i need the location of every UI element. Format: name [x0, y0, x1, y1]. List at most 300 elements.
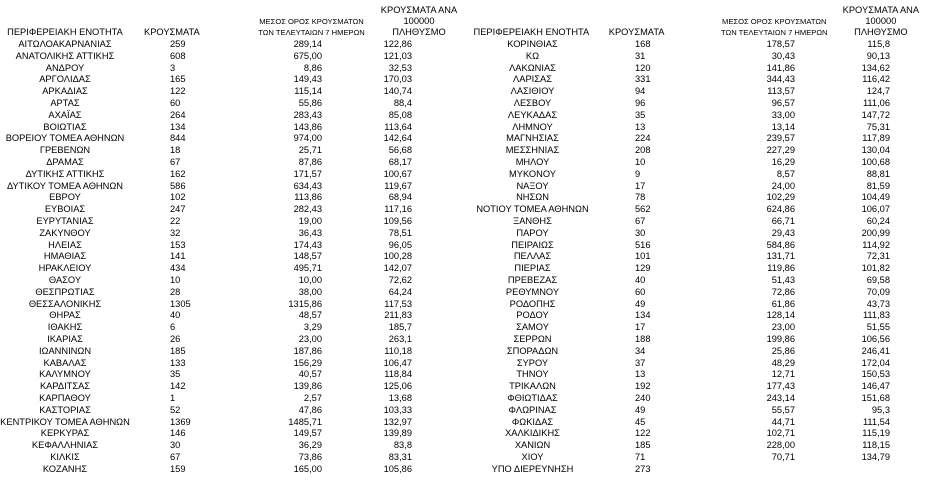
header-cases: ΚΡΟΥΣΜΑΤΑ — [608, 27, 665, 37]
cell-avg: 113,57 — [767, 86, 795, 97]
cell-cases: 224 — [635, 133, 651, 144]
right-table — [470, 0, 930, 499]
cell-cases: 146 — [170, 428, 186, 439]
cell-per100k: 122,86 — [383, 39, 412, 49]
cell-region: ΠΕΛΛΑΣ — [513, 251, 552, 262]
table-row — [470, 63, 902, 75]
cell-cases: 331 — [635, 74, 651, 85]
cell-avg: 624,86 — [766, 204, 795, 215]
table-row — [470, 358, 902, 370]
cell-region: ΚΑΣΤΟΡΙΑΣ — [39, 404, 91, 415]
cell-region: ΠΑΡΟΥ — [516, 227, 549, 238]
cell-avg: 178,57 — [766, 39, 795, 49]
table-row — [470, 393, 902, 405]
table-row — [0, 98, 430, 110]
cell-region: ΡΕΘΥΜΝΟΥ — [505, 286, 560, 297]
cell-avg: 24,00 — [771, 180, 795, 191]
cell-avg: 174,43 — [293, 239, 322, 250]
cell-per100k: 117,89 — [862, 133, 890, 144]
cell-per100k: 111,54 — [862, 416, 890, 427]
cell-per100k: 32,53 — [388, 62, 412, 73]
cell-region: ΘΕΣΠΡΩΤΙΑΣ — [35, 286, 95, 297]
cell-cases: 40 — [635, 274, 646, 285]
cell-per100k: 95,3 — [871, 404, 890, 415]
table-row — [470, 240, 902, 252]
cell-region: ΕΥΒΟΙΑΣ — [44, 204, 86, 215]
cell-per100k: 103,33 — [383, 404, 412, 415]
cell-avg: 48,29 — [771, 357, 795, 368]
cell-region: ΒΟΡΕΙΟΥ ΤΟΜΕΑ ΑΘΗΝΩΝ — [5, 133, 125, 144]
table-row — [470, 169, 902, 181]
cell-per100k: 96,05 — [388, 239, 412, 250]
cell-avg: 48,57 — [298, 310, 322, 321]
table-row — [0, 63, 430, 75]
cell-region: ΓΡΕΒΕΝΩΝ — [39, 145, 91, 156]
table-row — [470, 464, 902, 476]
cell-cases: 34 — [635, 345, 646, 356]
cell-avg: 102,71 — [766, 428, 795, 439]
cell-per100k: 83,31 — [388, 451, 412, 462]
cell-cases: 142 — [170, 381, 186, 392]
cell-region: ΝΟΤΙΟΥ ΤΟΜΕΑ ΑΘΗΝΩΝ — [476, 204, 589, 215]
cell-region: ΚΑΡΠΑΘΟΥ — [39, 392, 91, 403]
cell-cases: 185 — [635, 440, 651, 451]
header-region: ΠΕΡΙΦΕΡΕΙΑΚΗ ΕΝΟΤΗΤΑ — [473, 27, 590, 37]
cell-per100k: 69,58 — [866, 274, 890, 285]
header-per100k — [832, 5, 930, 38]
cell-region: ΘΗΡΑΣ — [49, 310, 81, 321]
cell-region: ΛΑΚΩΝΙΑΣ — [509, 62, 556, 73]
cell-avg: 113,86 — [294, 192, 322, 203]
table-row — [0, 358, 430, 370]
cell-avg: 283,43 — [293, 109, 322, 120]
cell-cases: 49 — [635, 404, 646, 415]
cell-region: ΧΙΟΥ — [521, 451, 544, 462]
table-row — [0, 51, 430, 63]
table-row — [0, 393, 430, 405]
cell-cases: 96 — [635, 97, 646, 108]
cell-region: ΙΚΑΡΙΑΣ — [47, 333, 83, 344]
cell-per100k: 134,62 — [861, 62, 890, 73]
cell-region: ΚΑΒΑΛΑΣ — [43, 357, 87, 368]
cell-cases: 31 — [635, 50, 646, 61]
table-row — [0, 287, 430, 299]
cell-cases: 78 — [635, 192, 646, 203]
cell-per100k: 43,73 — [866, 298, 890, 309]
cell-region: ΑΝΔΡΟΥ — [45, 62, 85, 73]
cell-cases: 192 — [635, 381, 651, 392]
cell-avg: 148,57 — [293, 251, 322, 262]
cell-region: ΡΟΔΟΥ — [516, 310, 549, 321]
cell-cases: 17 — [635, 322, 646, 333]
cell-cases: 60 — [170, 97, 181, 108]
cell-avg: 128,14 — [766, 310, 795, 321]
cell-cases: 844 — [170, 133, 186, 144]
cell-avg: 10,00 — [298, 274, 322, 285]
table-row — [470, 216, 902, 228]
cell-cases: 67 — [635, 215, 646, 226]
table-row — [0, 417, 430, 429]
cell-per100k: 106,47 — [383, 357, 412, 368]
cell-per100k: 125,06 — [383, 381, 412, 392]
table-row — [470, 440, 902, 452]
cell-per100k: 75,31 — [866, 121, 890, 132]
table-row — [470, 122, 902, 134]
cell-cases: 101 — [635, 251, 651, 262]
table-row — [470, 86, 902, 98]
cell-region: ΑΙΤΩΛΟΑΚΑΡΝΑΝΙΑΣ — [18, 39, 112, 49]
cell-cases: 67 — [170, 156, 181, 167]
cell-region: ΚΕΦΑΛΛΗΝΙΑΣ — [31, 440, 99, 451]
cell-per100k: 172,04 — [861, 357, 890, 368]
cell-cases: 240 — [635, 392, 651, 403]
table-row — [470, 299, 902, 311]
table-row — [470, 98, 902, 110]
cell-cases: 22 — [170, 215, 181, 226]
cell-region: ΔΥΤΙΚΗΣ ΑΤΤΙΚΗΣ — [25, 168, 105, 179]
cell-avg: 33,00 — [771, 109, 795, 120]
cell-per100k: 117,16 — [384, 204, 412, 215]
table-row — [0, 192, 430, 204]
cell-avg: 584,86 — [766, 239, 795, 250]
cell-cases: 516 — [635, 239, 651, 250]
table-row — [470, 192, 902, 204]
cell-cases: 122 — [635, 428, 651, 439]
cell-cases: 67 — [170, 451, 181, 462]
table-row — [470, 263, 902, 275]
cell-region: ΚΑΡΔΙΤΣΑΣ — [39, 381, 91, 392]
cell-region: ΝΑΞΟΥ — [516, 180, 549, 191]
cell-per100k: 118,84 — [384, 369, 412, 380]
cell-per100k: 121,03 — [383, 50, 412, 61]
cell-avg: 228,00 — [766, 440, 795, 451]
cell-cases: 35 — [170, 369, 181, 380]
cell-cases: 185 — [170, 345, 186, 356]
table-row — [470, 39, 902, 51]
table-row — [470, 417, 902, 429]
cell-avg: 165,00 — [293, 463, 322, 474]
header-avg-line1: ΜΕΣΟΣ ΟΡΟΣ ΚΡΟΥΣΜΑΤΩΝ — [259, 17, 364, 26]
cell-region: ΙΩΑΝΝΙΝΩΝ — [38, 345, 92, 356]
cell-region: ΥΠΟ ΔΙΕΡΕΥΝΗΣΗ — [491, 463, 574, 474]
cell-per100k: 105,86 — [383, 463, 412, 474]
cell-region: ΦΩΚΙΔΑΣ — [511, 416, 554, 427]
cell-avg: 282,43 — [293, 204, 322, 215]
table-row — [0, 39, 430, 51]
cell-cases: 28 — [170, 286, 181, 297]
cell-region: ΝΗΣΩΝ — [516, 192, 549, 203]
table-row — [0, 157, 430, 169]
cell-region: ΣΕΡΡΩΝ — [513, 333, 552, 344]
cell-region: ΑΡΤΑΣ — [50, 97, 80, 108]
cell-region: ΖΑΚΥΝΘΟΥ — [39, 227, 91, 238]
header-cases: ΚΡΟΥΣΜΑΤΑ — [144, 27, 200, 37]
cell-avg: 239,57 — [766, 133, 795, 144]
cell-avg: 47,86 — [298, 404, 322, 415]
cell-region: ΜΗΛΟΥ — [515, 156, 550, 167]
header-per100k-line1: ΚΡΟΥΣΜΑΤΑ ΑΝΑ 100000 — [842, 5, 920, 26]
cell-per100k: 139,89 — [383, 428, 412, 439]
cell-region: ΚΙΛΚΙΣ — [50, 451, 80, 462]
table-row — [0, 74, 430, 86]
cell-region: ΚΕΡΚΥΡΑΣ — [40, 428, 90, 439]
right-rows — [470, 39, 902, 475]
cell-avg: 8,57 — [776, 168, 795, 179]
cell-cases: 45 — [635, 416, 646, 427]
cell-avg — [720, 464, 795, 476]
cell-cases: 13 — [635, 121, 646, 132]
cell-region: ΕΒΡΟΥ — [49, 192, 81, 203]
cell-avg: 13,14 — [771, 121, 795, 132]
table-row — [470, 51, 902, 63]
cell-cases: 129 — [635, 263, 651, 274]
cell-avg: 25,71 — [298, 145, 322, 156]
cell-per100k — [795, 464, 902, 476]
left-header — [0, 5, 470, 38]
cell-per100k: 142,64 — [383, 133, 412, 144]
table-row — [0, 110, 430, 122]
table-row — [470, 157, 902, 169]
cell-cases: 71 — [635, 451, 646, 462]
table-row — [0, 86, 430, 98]
cell-cases: 60 — [635, 286, 646, 297]
table-row — [470, 251, 902, 263]
cell-region: ΣΥΡΟΥ — [516, 357, 549, 368]
cell-per100k: 106,07 — [861, 204, 890, 215]
table-row — [0, 169, 430, 181]
cell-region: ΑΡΚΑΔΙΑΣ — [42, 86, 88, 97]
cell-cases: 247 — [170, 204, 186, 215]
table-row — [470, 145, 902, 157]
cell-region: ΤΡΙΚΑΛΩΝ — [509, 381, 556, 392]
table-row — [470, 204, 902, 216]
table-row — [0, 145, 430, 157]
header-per100k-line2: ΠΛΗΘΥΣΜΟ — [392, 27, 446, 37]
table-row — [0, 251, 430, 263]
table-row — [0, 334, 430, 346]
cell-avg: 29,43 — [771, 227, 795, 238]
header-region: ΠΕΡΙΦΕΡΕΙΑΚΗ ΕΝΟΤΗΤΑ — [7, 27, 123, 37]
cell-cases: 264 — [170, 109, 186, 120]
cell-cases: 141 — [170, 251, 186, 262]
cell-per100k: 100,68 — [861, 156, 890, 167]
cell-cases: 52 — [170, 404, 181, 415]
cell-avg: 634,43 — [293, 180, 322, 191]
table-row — [470, 287, 902, 299]
cell-per100k: 263,1 — [388, 333, 412, 344]
cell-region: ΙΘΑΚΗΣ — [47, 322, 83, 333]
cell-avg: 177,43 — [766, 381, 795, 392]
cell-avg: 344,43 — [766, 74, 795, 85]
table-row — [0, 452, 430, 464]
table-row — [470, 334, 902, 346]
cell-region: ΦΘΙΩΤΙΔΑΣ — [507, 392, 558, 403]
cell-avg: 171,57 — [293, 168, 322, 179]
cell-avg: 102,29 — [766, 192, 795, 203]
cell-avg: 187,86 — [293, 345, 322, 356]
table-row — [0, 428, 430, 440]
cell-avg: 149,57 — [293, 428, 322, 439]
cell-cases: 17 — [635, 180, 646, 191]
cell-cases: 49 — [635, 298, 646, 309]
cell-avg: 72,86 — [771, 286, 795, 297]
cell-cases: 102 — [170, 192, 186, 203]
cell-per100k: 119,67 — [384, 180, 412, 191]
cell-region: ΘΕΣΣΑΛΟΝΙΚΗΣ — [28, 298, 102, 309]
cell-avg: 675,00 — [293, 50, 322, 61]
cell-avg: 12,71 — [771, 369, 795, 380]
cell-region: ΤΗΝΟΥ — [516, 369, 549, 380]
table-row — [0, 346, 430, 358]
cell-cases: 208 — [635, 145, 651, 156]
cell-per100k: 115,19 — [862, 428, 890, 439]
cell-cases: 133 — [170, 357, 186, 368]
cell-cases: 1305 — [170, 298, 191, 309]
header-per100k-line1: ΚΡΟΥΣΜΑΤΑ ΑΝΑ 100000 — [380, 5, 458, 26]
cell-avg: 8,86 — [303, 62, 322, 73]
cell-per100k: 170,03 — [383, 74, 412, 85]
cell-avg: 289,14 — [293, 39, 322, 49]
cell-region: ΣΑΜΟΥ — [516, 322, 549, 333]
table-row — [470, 74, 902, 86]
cell-region: ΑΝΑΤΟΛΙΚΗΣ ΑΤΤΙΚΗΣ — [15, 50, 115, 61]
table-row — [0, 381, 430, 393]
cell-cases: 159 — [170, 463, 186, 474]
table-row — [470, 428, 902, 440]
cell-avg: 243,14 — [766, 392, 795, 403]
cell-cases: 188 — [635, 333, 651, 344]
cell-region: ΗΛΕΙΑΣ — [48, 239, 82, 250]
cell-per100k: 117,53 — [384, 298, 412, 309]
cell-region: ΧΑΛΚΙΔΙΚΗΣ — [505, 428, 560, 439]
table-row — [0, 122, 430, 134]
cell-avg: 96,57 — [771, 97, 795, 108]
table-row — [0, 322, 430, 334]
cell-region: ΜΥΚΟΝΟΥ — [509, 168, 556, 179]
cell-per100k: 83,8 — [393, 440, 412, 451]
cell-per100k: 142,07 — [383, 263, 412, 274]
cell-per100k: 85,08 — [388, 109, 412, 120]
cell-per100k: 100,67 — [383, 168, 412, 179]
cell-avg: 19,00 — [298, 215, 322, 226]
cell-avg: 55,86 — [298, 97, 322, 108]
cell-region: ΠΡΕΒΕΖΑΣ — [507, 274, 558, 285]
cell-per100k: 115,8 — [867, 39, 890, 49]
cell-cases: 273 — [635, 463, 651, 474]
cell-per100k: 114,92 — [862, 239, 890, 250]
cell-region: ΘΑΣΟΥ — [48, 274, 82, 285]
cell-region: ΔΥΤΙΚΟΥ ΤΟΜΕΑ ΑΘΗΝΩΝ — [6, 180, 124, 191]
cell-cases: 259 — [170, 39, 186, 49]
cell-cases: 26 — [170, 333, 181, 344]
cell-per100k: 13,68 — [388, 392, 412, 403]
cell-region: ΜΕΣΣΗΝΙΑΣ — [505, 145, 560, 156]
cell-region: ΛΕΥΚΑΔΑΣ — [507, 109, 558, 120]
cell-per100k: 60,24 — [866, 215, 890, 226]
cell-per100k: 72,31 — [866, 251, 890, 262]
cell-avg: 25,86 — [771, 345, 795, 356]
table-row — [0, 299, 430, 311]
table-row — [0, 464, 430, 476]
cell-per100k: 109,56 — [383, 215, 412, 226]
cell-cases: 168 — [635, 39, 651, 49]
header-avg-line2: ΤΩΝ ΤΕΛΕΥΤΑΙΩΝ 7 ΗΜΕΡΩΝ — [721, 28, 828, 37]
cell-cases: 30 — [635, 227, 646, 238]
cell-cases: 120 — [635, 62, 651, 73]
cell-avg: 1315,86 — [288, 298, 322, 309]
cell-per100k: 140,74 — [383, 86, 412, 97]
cell-per100k: 68,94 — [388, 192, 412, 203]
cell-per100k: 147,72 — [861, 109, 890, 120]
cell-cases: 13 — [635, 369, 646, 380]
cell-per100k: 151,68 — [861, 392, 890, 403]
cell-avg: 61,86 — [771, 298, 795, 309]
table-row — [470, 452, 902, 464]
cell-per100k: 106,56 — [861, 333, 890, 344]
cell-region: ΗΡΑΚΛΕΙΟΥ — [38, 263, 92, 274]
cell-avg: 495,71 — [293, 263, 322, 274]
cell-region: ΚΩ — [525, 50, 540, 61]
cell-cases: 162 — [170, 168, 186, 179]
table-row — [0, 240, 430, 252]
table-row — [0, 310, 430, 322]
cell-avg: 23,00 — [771, 322, 795, 333]
cell-per100k: 56,68 — [388, 145, 412, 156]
cell-region: ΚΕΝΤΡΙΚΟΥ ΤΟΜΕΑ ΑΘΗΝΩΝ — [0, 416, 130, 427]
table-row — [0, 204, 430, 216]
cell-region: ΠΙΕΡΙΑΣ — [514, 263, 551, 274]
cell-per100k: 200,99 — [861, 227, 890, 238]
cell-cases: 586 — [170, 180, 186, 191]
cell-region: ΚΟΡΙΝΘΙΑΣ — [507, 39, 558, 49]
cell-region: ΕΥΡΥΤΑΝΙΑΣ — [36, 215, 94, 226]
cell-per100k: 113,64 — [384, 121, 412, 132]
cell-avg: 87,86 — [298, 156, 322, 167]
cell-cases: 562 — [635, 204, 651, 215]
cell-cases: 153 — [170, 239, 186, 250]
cell-avg: 974,00 — [293, 133, 322, 144]
cell-cases: 35 — [635, 109, 646, 120]
table-row — [470, 133, 902, 145]
cell-per100k: 118,15 — [862, 440, 890, 451]
cell-region: ΦΛΩΡΙΝΑΣ — [508, 404, 557, 415]
table-row — [0, 133, 430, 145]
cell-region: ΚΑΛΥΜΝΟΥ — [39, 369, 91, 380]
cell-avg: 36,29 — [298, 440, 322, 451]
cell-region: ΛΑΣΙΘΙΟΥ — [510, 86, 555, 97]
cell-cases: 10 — [635, 156, 646, 167]
header-avg — [254, 16, 369, 38]
right-header — [470, 5, 930, 38]
header-per100k-line2: ΠΛΗΘΥΣΜΟ — [854, 27, 908, 37]
header-avg-line1: ΜΕΣΟΣ ΟΡΟΣ ΚΡΟΥΣΜΑΤΩΝ — [722, 17, 827, 26]
table-row — [0, 275, 430, 287]
cell-avg: 66,71 — [771, 215, 795, 226]
cell-per100k: 130,04 — [861, 145, 890, 156]
cell-avg: 1485,71 — [288, 416, 322, 427]
cell-region: ΜΑΓΝΗΣΙΑΣ — [506, 133, 559, 144]
cell-cases: 3 — [170, 62, 176, 73]
cell-avg: 139,86 — [293, 381, 322, 392]
cell-avg: 156,29 — [293, 357, 322, 368]
cell-avg: 44,71 — [771, 416, 795, 427]
cell-avg: 55,57 — [771, 404, 795, 415]
cell-cases: 122 — [170, 86, 186, 97]
cell-region: ΗΜΑΘΙΑΣ — [43, 251, 87, 262]
cell-per100k: 124,7 — [866, 86, 890, 97]
header-avg-line2: ΤΩΝ ΤΕΛΕΥΤΑΙΩΝ 7 ΗΜΕΡΩΝ — [258, 28, 365, 37]
cell-avg: 141,86 — [766, 62, 795, 73]
